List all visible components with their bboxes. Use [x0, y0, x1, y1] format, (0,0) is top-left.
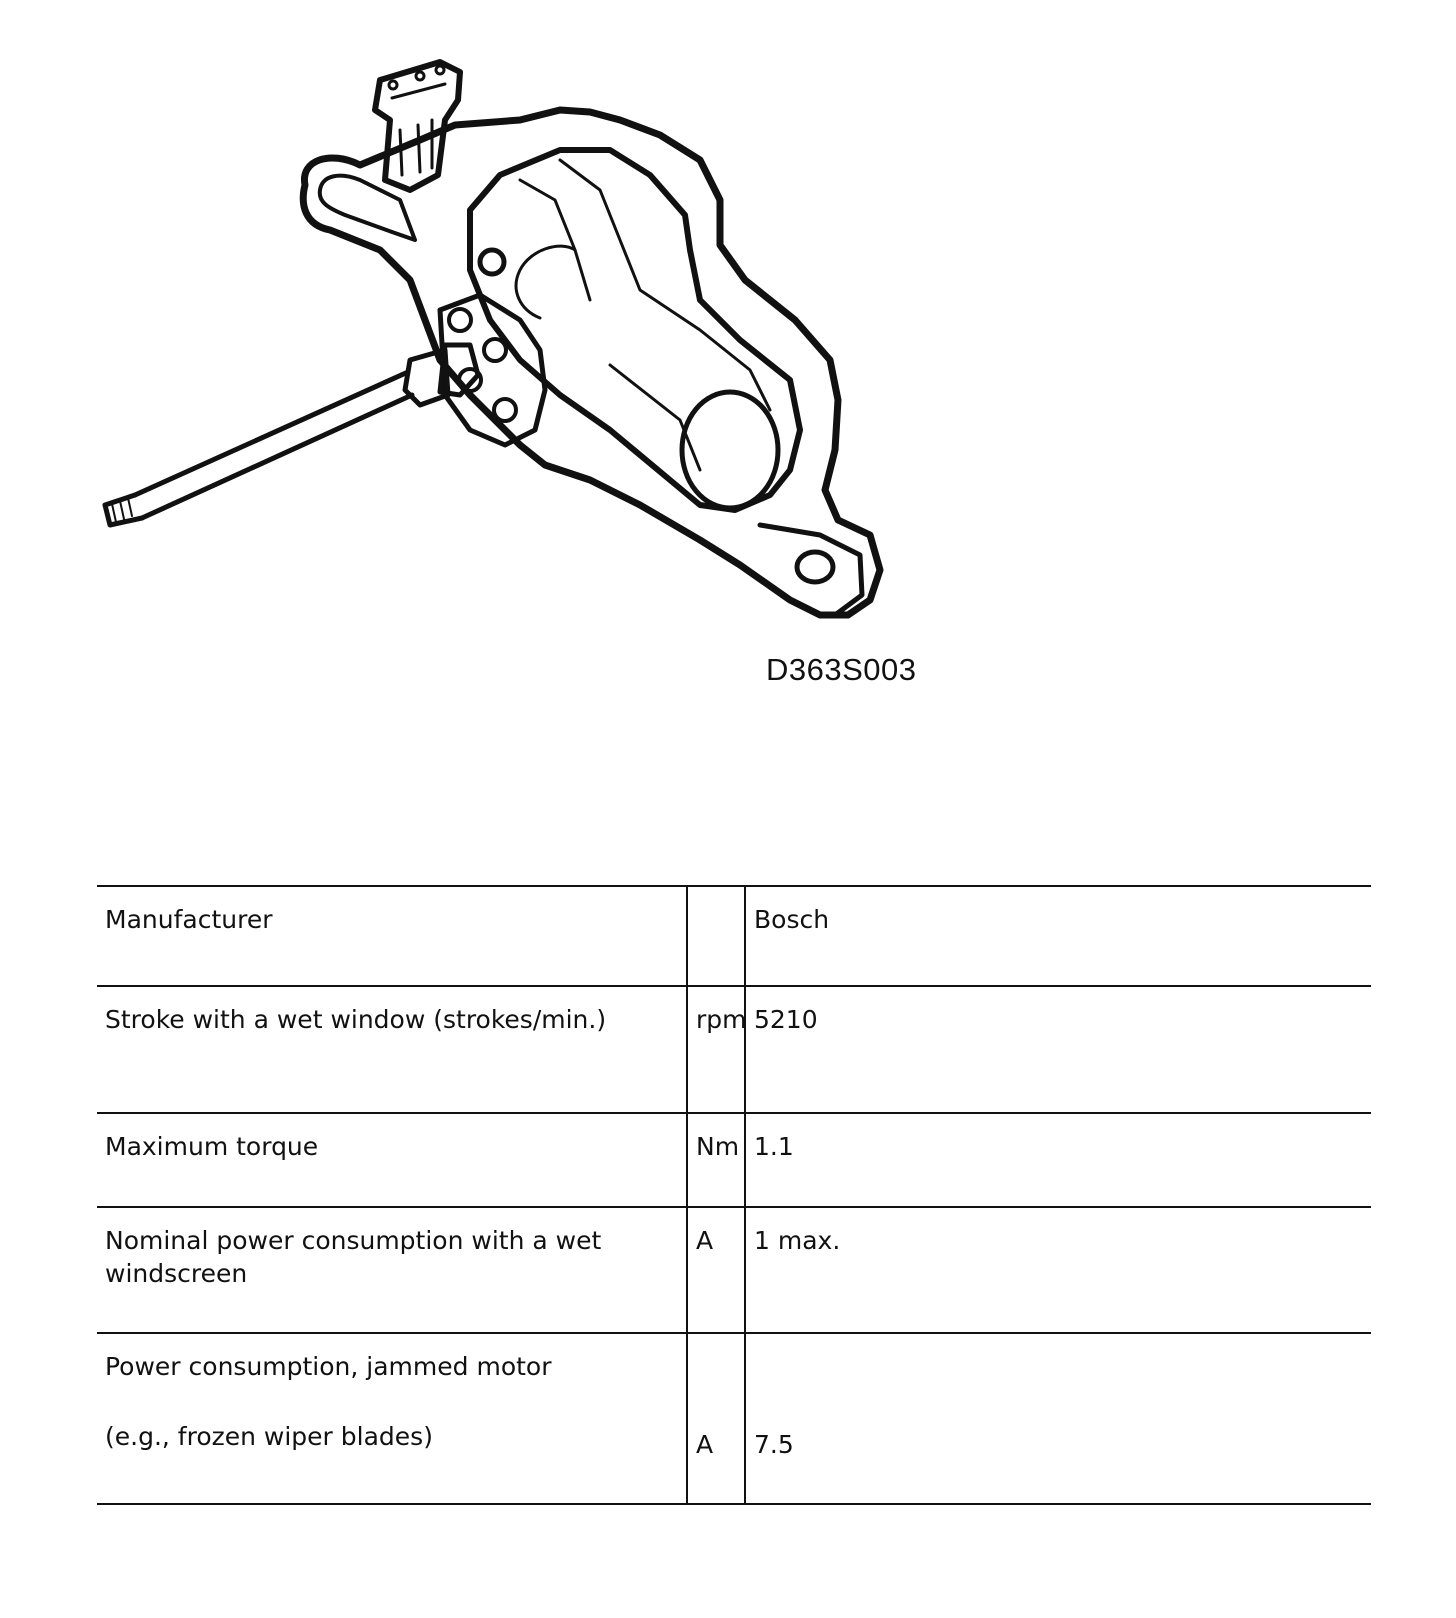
table-row: [97, 986, 1371, 1113]
table-row: [97, 1113, 1371, 1207]
parameter-cell: [97, 1333, 687, 1504]
unit-cell: A: [687, 1207, 745, 1333]
parameter-label: Power consumption, jammed motor: [105, 1352, 552, 1381]
table-row: [97, 886, 1371, 986]
table-row: [97, 1207, 1371, 1333]
figure: [0, 0, 1456, 720]
wiper-motor-illustration: [0, 0, 1456, 720]
value-cell: 1 max.: [745, 1207, 1371, 1333]
table-row: [97, 1333, 1371, 1504]
value-cell: 1.1: [745, 1113, 1371, 1207]
parameter-cell: Nominal power consumption with a wet windscreen: [97, 1207, 687, 1333]
specification-table: [97, 885, 1371, 1505]
value-text: 7.5: [754, 1430, 794, 1459]
unit-cell: [687, 1333, 745, 1504]
value-cell: [745, 1333, 1371, 1504]
figure-code: D363S003: [766, 652, 917, 687]
unit-cell: [687, 886, 745, 986]
parameter-cell: Stroke with a wet window (strokes/min.): [97, 986, 687, 1113]
parameter-cell: Maximum torque: [97, 1113, 687, 1207]
unit-text: A: [696, 1430, 714, 1459]
parameter-cell: Manufacturer: [97, 886, 687, 986]
unit-cell: rpm: [687, 986, 745, 1113]
unit-cell: Nm: [687, 1113, 745, 1207]
parameter-note: (e.g., frozen wiper blades): [105, 1422, 433, 1451]
value-cell: Bosch: [745, 886, 1371, 986]
value-cell: 5210: [745, 986, 1371, 1113]
